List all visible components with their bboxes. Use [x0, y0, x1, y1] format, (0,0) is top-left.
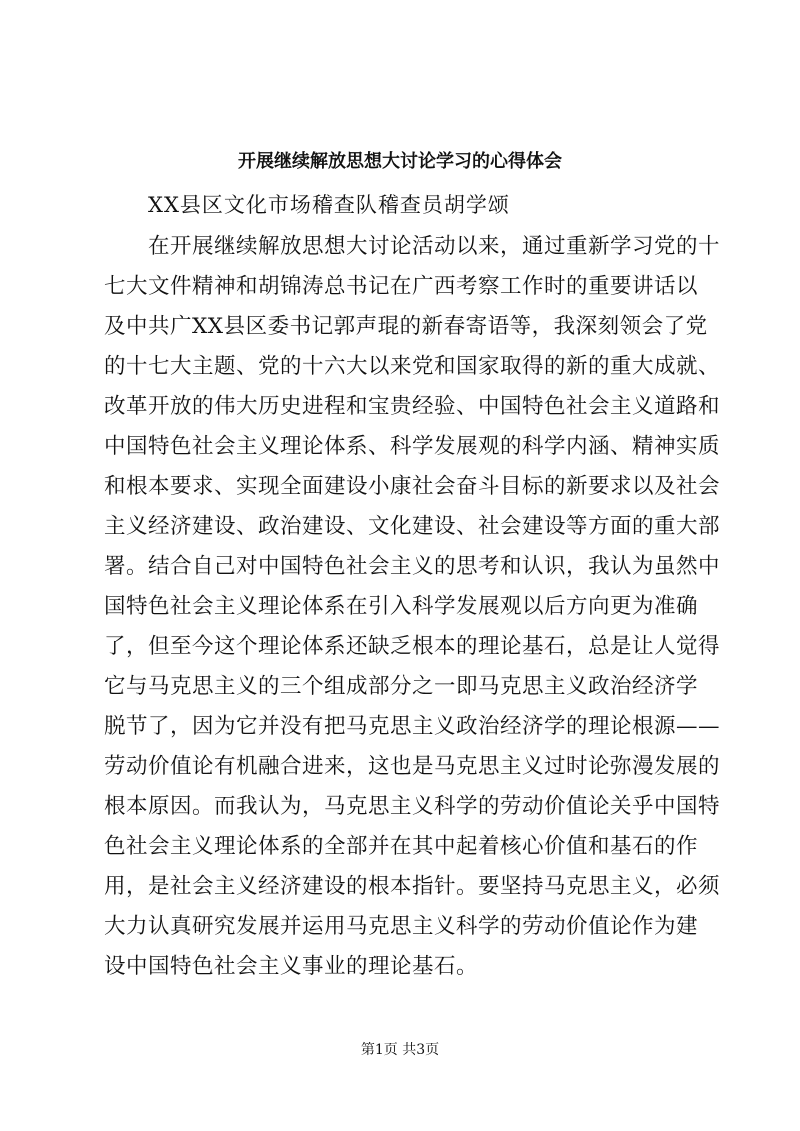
paragraph-line: 在开展继续解放思想大讨论活动以来，通过重新学习党的十 [148, 234, 721, 259]
page-number-footer: 第1页 共3页 [360, 1042, 440, 1058]
paragraph-line: 主义经济建设、政治建设、文化建设、社会建设等方面的重大部 [104, 514, 721, 539]
paragraph-line: 它与马克思主义的三个组成部分之一即马克思主义政治经济学 [104, 674, 699, 699]
paragraph-line: 色社会主义理论体系的全部并在其中起着核心价值和基石的作 [104, 834, 699, 859]
paragraph-line: 署。结合自己对中国特色社会主义的思考和认识，我认为虽然中 [104, 554, 721, 579]
paragraph-line: 劳动价值论有机融合进来，这也是马克思主义过时论弥漫发展的 [104, 754, 721, 779]
paragraph-line: 的十七大主题、党的十六大以来党和国家取得的新的重大成就、 [104, 354, 721, 379]
paragraph-line: 和根本要求、实现全面建设小康社会奋斗目标的新要求以及社会 [104, 474, 721, 499]
author-line: XX县区文化市场稽查队稽查员胡学颂 [148, 193, 510, 217]
document-title: 开展继续解放思想大讨论学习的心得体会 [238, 151, 562, 172]
paragraph-line: 设中国特色社会主义事业的理论基石。 [104, 954, 479, 979]
paragraph-line: 七大文件精神和胡锦涛总书记在广西考察工作时的重要讲话以 [104, 274, 699, 299]
paragraph-line: 大力认真研究发展并运用马克思主义科学的劳动价值论作为建 [104, 914, 699, 939]
paragraph-line: 中国特色社会主义理论体系、科学发展观的科学内涵、精神实质 [104, 434, 721, 459]
paragraph-line: 了，但至今这个理论体系还缺乏根本的理论基石，总是让人觉得 [104, 634, 721, 659]
paragraph-line: 根本原因。而我认为，马克思主义科学的劳动价值论关乎中国特 [104, 794, 721, 819]
paragraph-line: 脱节了，因为它并没有把马克思主义政治经济学的理论根源—— [104, 714, 721, 739]
paragraph-line: 改革开放的伟大历史进程和宝贵经验、中国特色社会主义道路和 [104, 394, 721, 419]
paragraph-line: 及中共广XX县区委书记郭声琨的新春寄语等，我深刻领会了党 [104, 314, 708, 339]
paragraph-line: 用，是社会主义经济建设的根本指针。要坚持马克思主义，必须 [104, 874, 721, 899]
paragraph-line: 国特色社会主义理论体系在引入科学发展观以后方向更为准确 [104, 594, 699, 619]
